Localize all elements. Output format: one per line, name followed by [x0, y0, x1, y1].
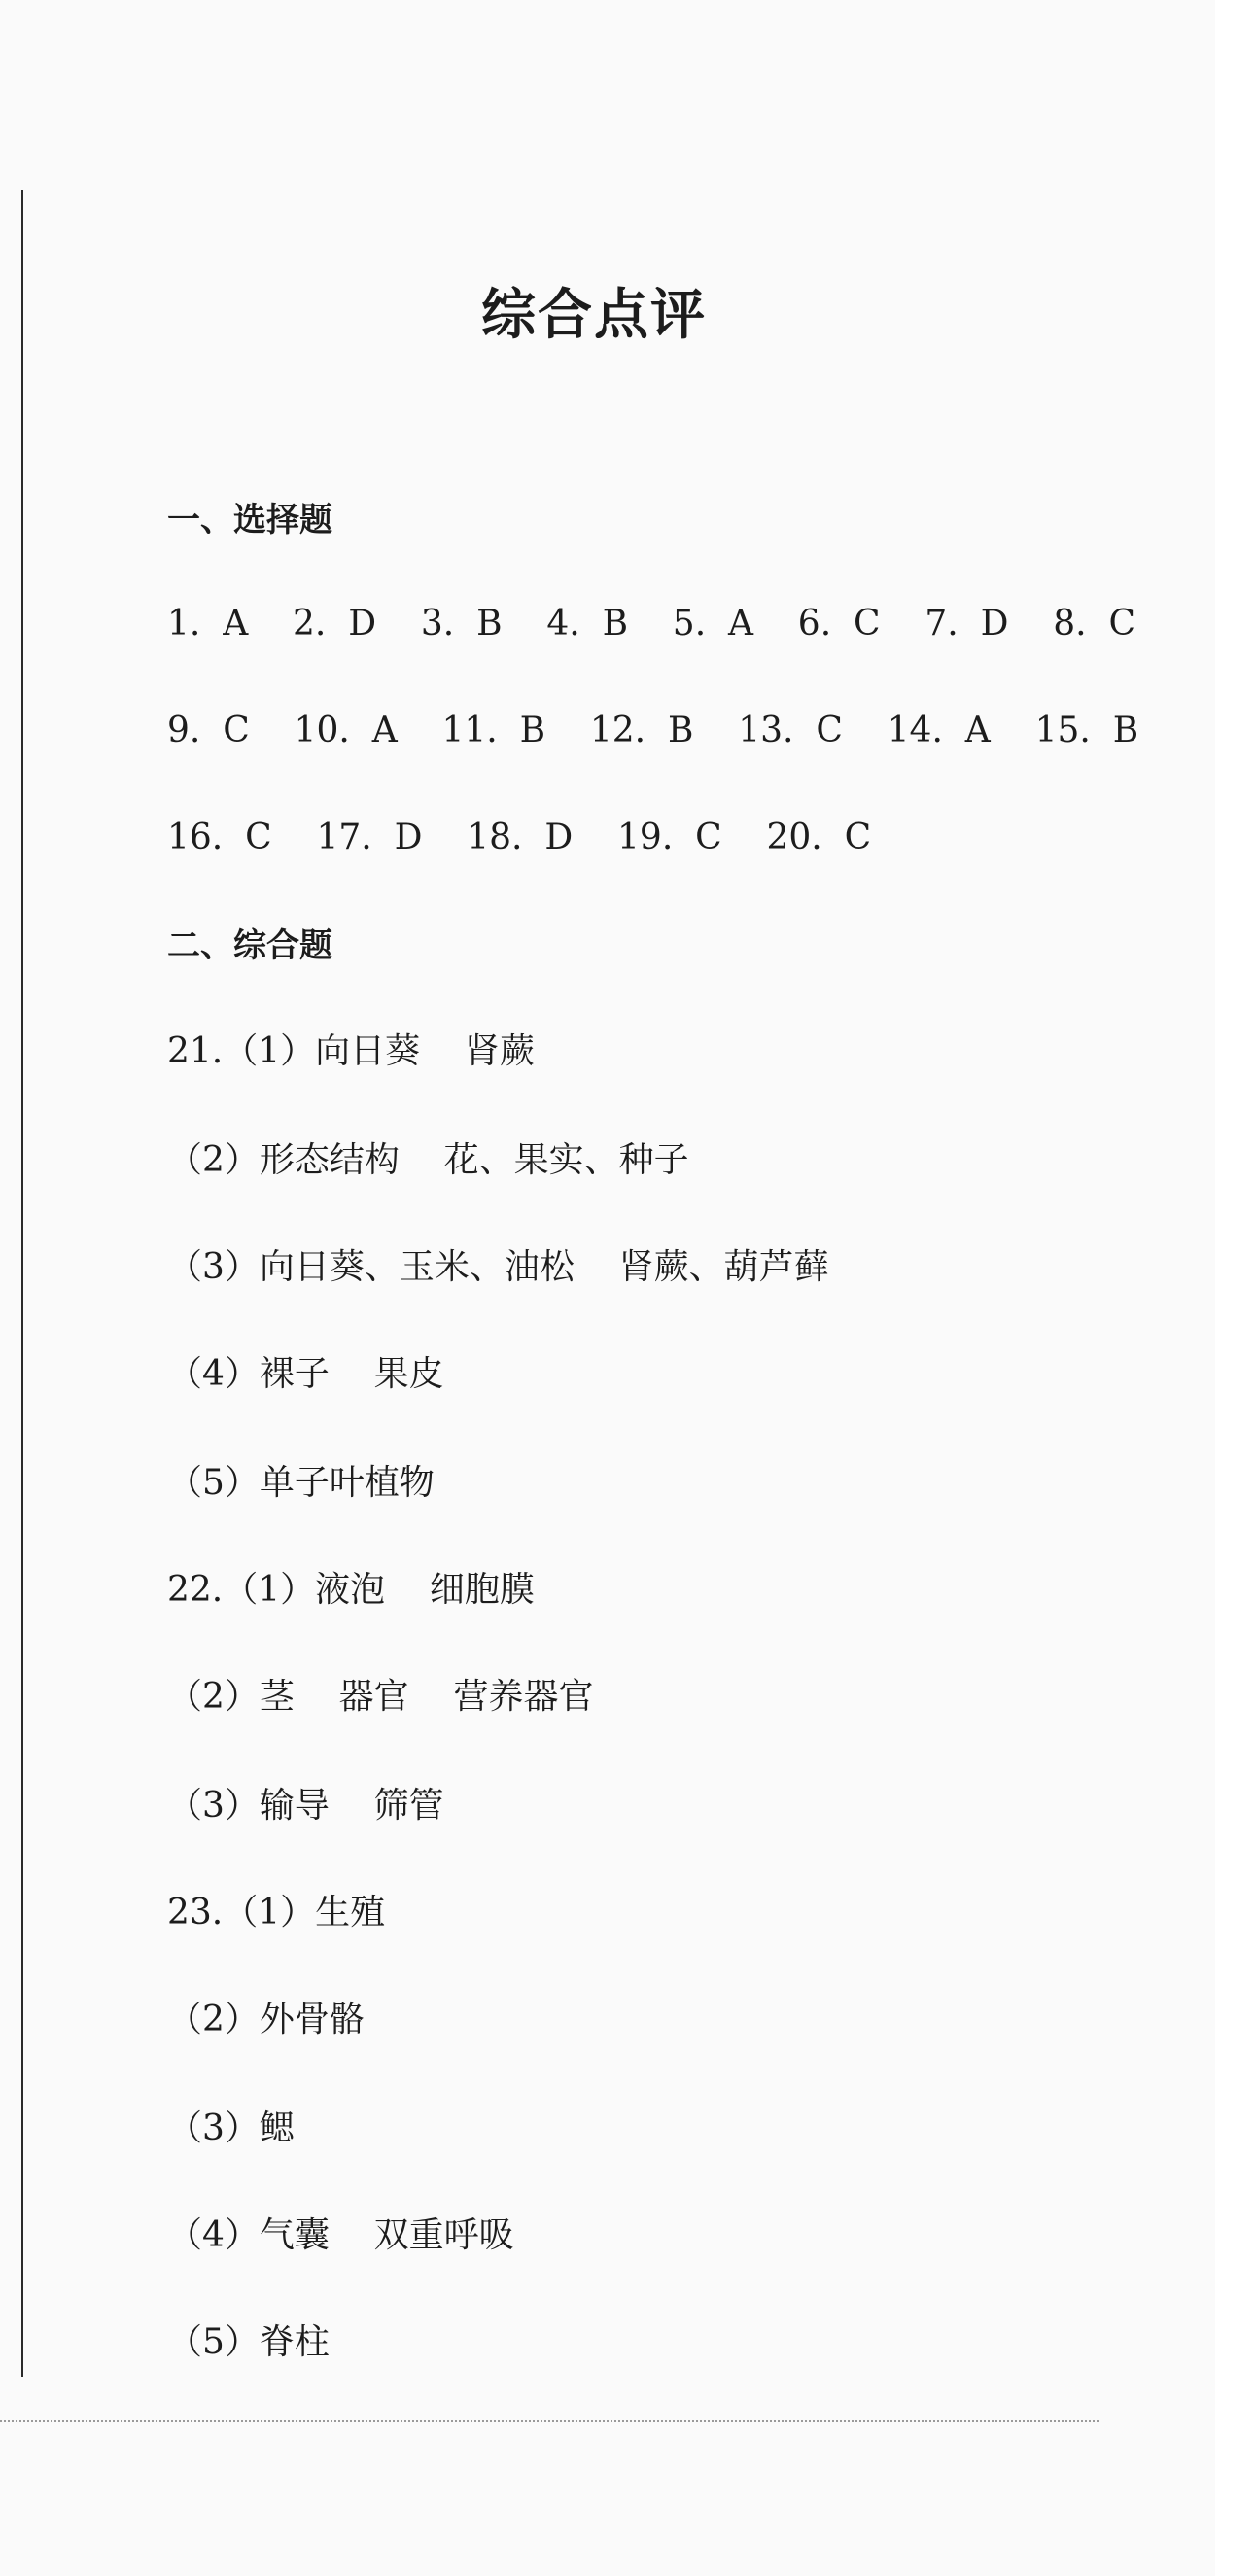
answer-line: （2）茎 器官 营养器官: [167, 1677, 594, 1717]
page-title: 综合点评: [481, 284, 707, 347]
answer-line: 21.（1）向日葵 肾蕨: [167, 1031, 535, 1071]
section-heading-comprehensive: 二、综合题: [167, 926, 332, 965]
answer-line: 23.（1）生殖: [167, 1893, 386, 1932]
choice-answers-row: 16. C 17. D 18. D 19. C 20. C: [167, 818, 872, 857]
choice-answers-row: 1. A 2. D 3. B 4. B 5. A 6. C 7. D 8. C: [167, 604, 1136, 644]
choice-answers-row: 9. C 10. A 11. B 12. B 13. C 14. A 15. B: [167, 711, 1139, 750]
answer-line: （5）脊柱: [167, 2322, 330, 2362]
answer-line: （3）向日葵、玉米、油松 肾蕨、葫芦藓: [167, 1247, 829, 1287]
answer-line: （5）单子叶植物: [167, 1463, 435, 1503]
answer-line: （4）气囊 双重呼吸: [167, 2215, 514, 2255]
answer-line: （3）输导 筛管: [167, 1786, 444, 1826]
answer-line: 22.（1）液泡 细胞膜: [167, 1570, 535, 1610]
binding-margin-line: [21, 190, 23, 2377]
bottom-dotted-divider: [0, 2420, 1099, 2422]
answer-line: （2）形态结构 花、果实、种子: [167, 1140, 689, 1180]
answer-line: （2）外骨骼: [167, 2000, 365, 2039]
page-edge: [1215, 0, 1256, 2576]
answer-line: （3）鳃: [167, 2108, 295, 2148]
answer-line: （4）裸子 果皮: [167, 1354, 444, 1394]
section-heading-choice: 一、选择题: [167, 501, 332, 540]
